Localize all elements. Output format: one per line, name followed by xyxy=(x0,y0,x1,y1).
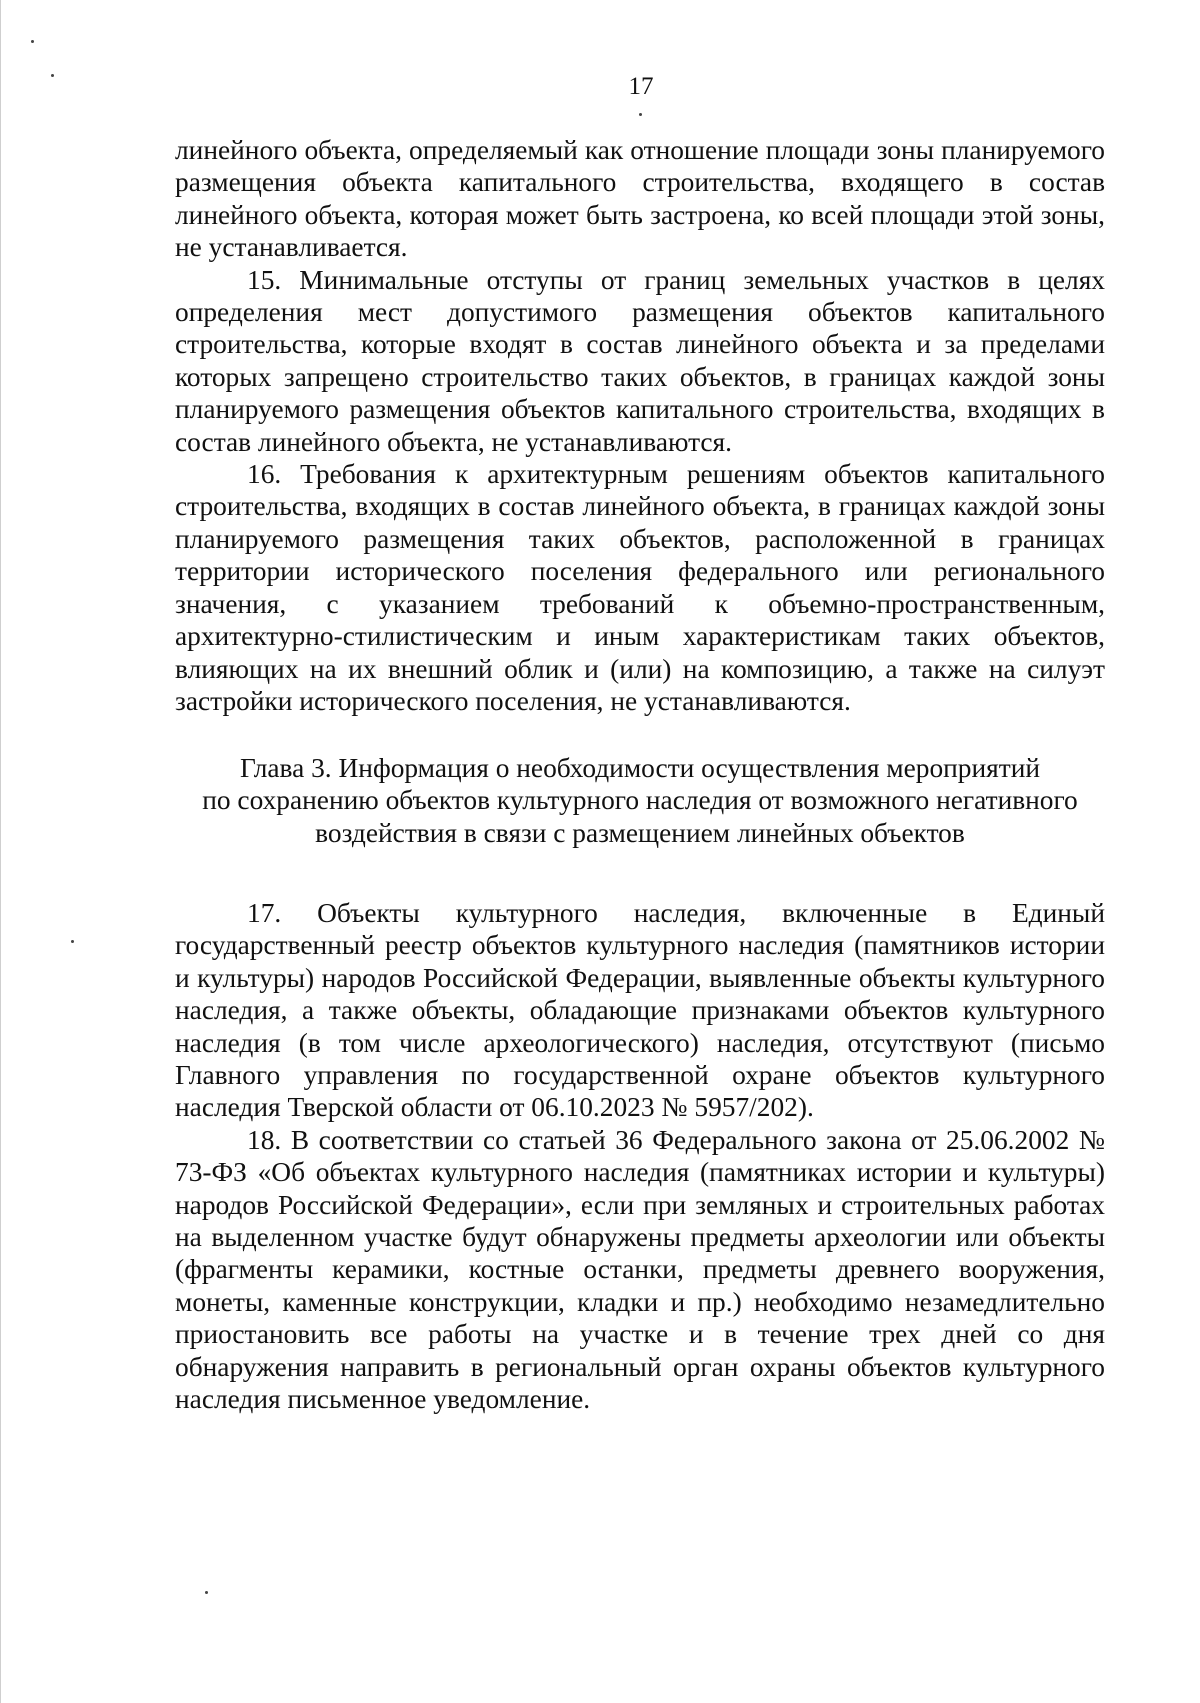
scan-speck xyxy=(205,1591,208,1594)
scan-speck xyxy=(71,940,74,943)
chapter-heading-line-3: воздействия в связи с размещением линейных объектов xyxy=(315,817,965,848)
paragraph-14-continuation: линейного объекта, определяемый как отношение площади зоны планируемого размещения объекта капитального строительства, входящего в состав линейного объекта, которая может быть застроена, ко всей площади этой зоны, не устанавливается. xyxy=(175,135,1105,263)
paragraph-17: 17. Объекты культурного наследия, включенные в Единый государственный реестр объектов культурного наследия (памятников истории и культуры) народов Российской Федерации, выявленные объекты культурного наследия, а также объекты, обладающие признаками объектов культурного наследия (в том числе археологического) наследия, отсутствуют (письмо Главного управления по государственной охране объектов культурного наследия Тверской области от 06.10.2023 № 5957/202). xyxy=(175,898,1105,1123)
scan-speck xyxy=(31,40,34,43)
chapter-3-heading xyxy=(175,752,1105,849)
body-text-lower xyxy=(175,897,1105,1416)
paragraph-18: 18. В соответствии со статьей 36 Федерального закона от 25.06.2002 № 73-ФЗ «Об объектах культурного наследия (памятниках истории и культуры) народов Российской Федерации», если при земляных и строительных работах на выделенном участке будут обнаружены предметы археологии или объекты (фрагменты керамики, костные останки, предметы древнего вооружения, монеты, каменные конструкции, кладки и пр.) необходимо незамедлительно приостановить все работы на участке и в течение трех дней со дня обнаружения направить в региональный орган охраны объектов культурного наследия письменное уведомление. xyxy=(175,1124,1105,1415)
paragraph-16: 16. Требования к архитектурным решениям объектов капитального строительства, входящих в состав линейного объекта, в границах каждой зоны планируемого размещения таких объектов, расположенной в границах территории исторического поселения федерального или регионального значения, с указанием требований к объемно-пространственным, архитектурно-стилистическим и иным характеристикам таких объектов, влияющих на их внешний облик и (или) на композицию, а также на силуэт застройки исторического поселения, не устанавливаются. xyxy=(175,459,1105,716)
chapter-heading-line-2: по сохранению объектов культурного наследия от возможного негативного xyxy=(202,785,1078,816)
paragraph-15: 15. Минимальные отступы от границ земельных участков в целях определения мест допустимого размещения объектов капитального строительства, которые входят в состав линейного объекта и за пределами которых запрещено строительство таких объектов, в границах каждой зоны планируемого размещения объектов капитального строительства, входящих в состав линейного объекта, не устанавливаются. xyxy=(175,264,1105,457)
scan-speck xyxy=(51,74,54,77)
page-number: 17 xyxy=(628,73,654,100)
chapter-heading-line-1: Глава 3. Информация о необходимости осуществления мероприятий xyxy=(239,753,1041,783)
scan-speck xyxy=(639,113,642,116)
body-text-upper xyxy=(175,134,1105,717)
